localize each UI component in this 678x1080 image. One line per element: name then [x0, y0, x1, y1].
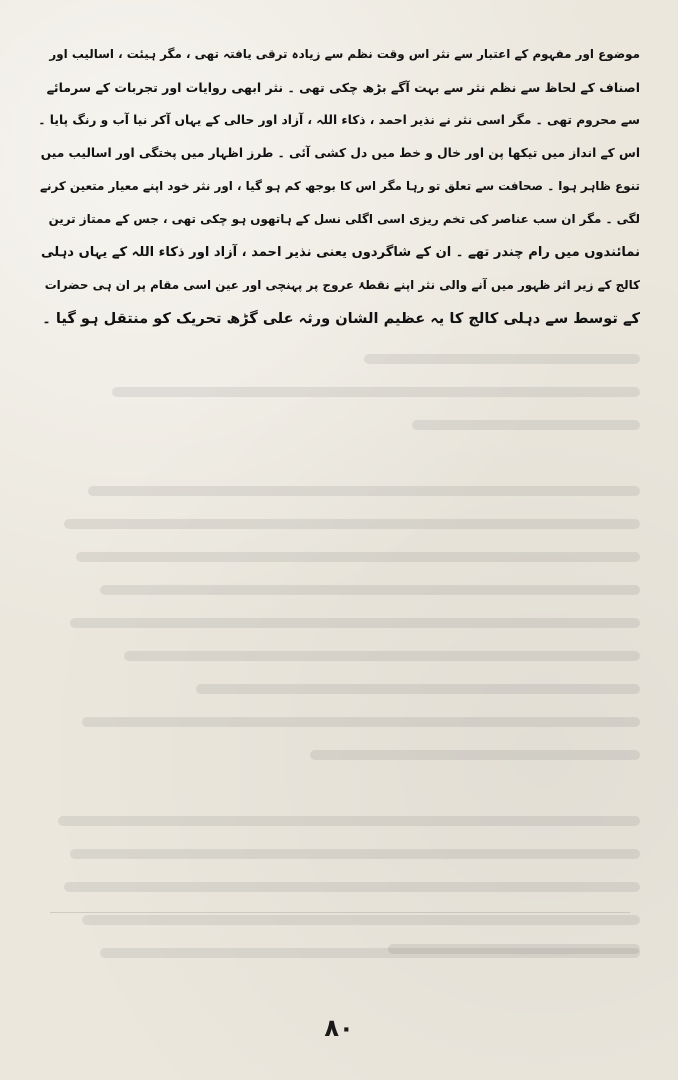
paragraph-line: کالج کے زیر اثر ظہور میں آنے والی نثر اپنے نقطۂ عروج پر پہنچی اور عین اسی مقام پر ان ہی حضرات [44, 278, 640, 292]
paragraph-line: سے محروم تھی ۔ مگر اسی نثر نے نذیر احمد ، ذکاء اللہ ، آزاد اور حالی کے یہاں آکر نیا آب و رنگ پایا ۔ [38, 113, 640, 127]
reverse-side-footnote-rule [50, 912, 630, 913]
page-number: ۸۰ [324, 1014, 354, 1042]
paragraph-line: نمائندوں میں رام چندر تھے ۔ ان کے شاگردوں یعنی نذیر احمد ، آزاد اور ذکاء اللہ کے یہاں دہلی [41, 245, 640, 260]
paragraph-line: لگی ۔ مگر ان سب عناصر کی تخم ریزی اسی اگلی نسل کے ہاتھوں ہو چکی تھی ، جس کے ممتاز ترین [48, 212, 640, 226]
paragraph-line: موضوع اور مفہوم کے اعتبار سے نثر اس وقت نظم سے زیادہ ترقی یافتہ تھی ، مگر ہیئت ، اسالیب اور [49, 47, 640, 61]
reverse-side-bleedthrough [40, 340, 640, 967]
body-paragraph [38, 38, 640, 335]
paragraph-line: تنوع ظاہر ہوا ۔ صحافت سے تعلق تو رہا مگر اس کا بوجھ کم ہو گیا ، اور نثر خود اپنے معیار متعین کرنے [40, 179, 640, 193]
reverse-side-footnote-bleedthrough [40, 930, 640, 963]
paragraph-line: کے توسط سے دہلی کالج کا یہ عظیم الشان ورثہ علی گڑھ تحریک کو منتقل ہو گیا ۔ [42, 310, 640, 327]
paragraph-line: اصناف کے لحاظ سے نظم نثر سے بہت آگے بڑھ چکی تھی ۔ نثر ابھی روایات اور تجربات کے سرمائے [46, 80, 640, 95]
paragraph-line: اس کے انداز میں تیکھا پن اور خال و خط میں دل کشی آئی ۔ طرز اظہار میں پختگی اور اسالیب میں [40, 146, 640, 160]
